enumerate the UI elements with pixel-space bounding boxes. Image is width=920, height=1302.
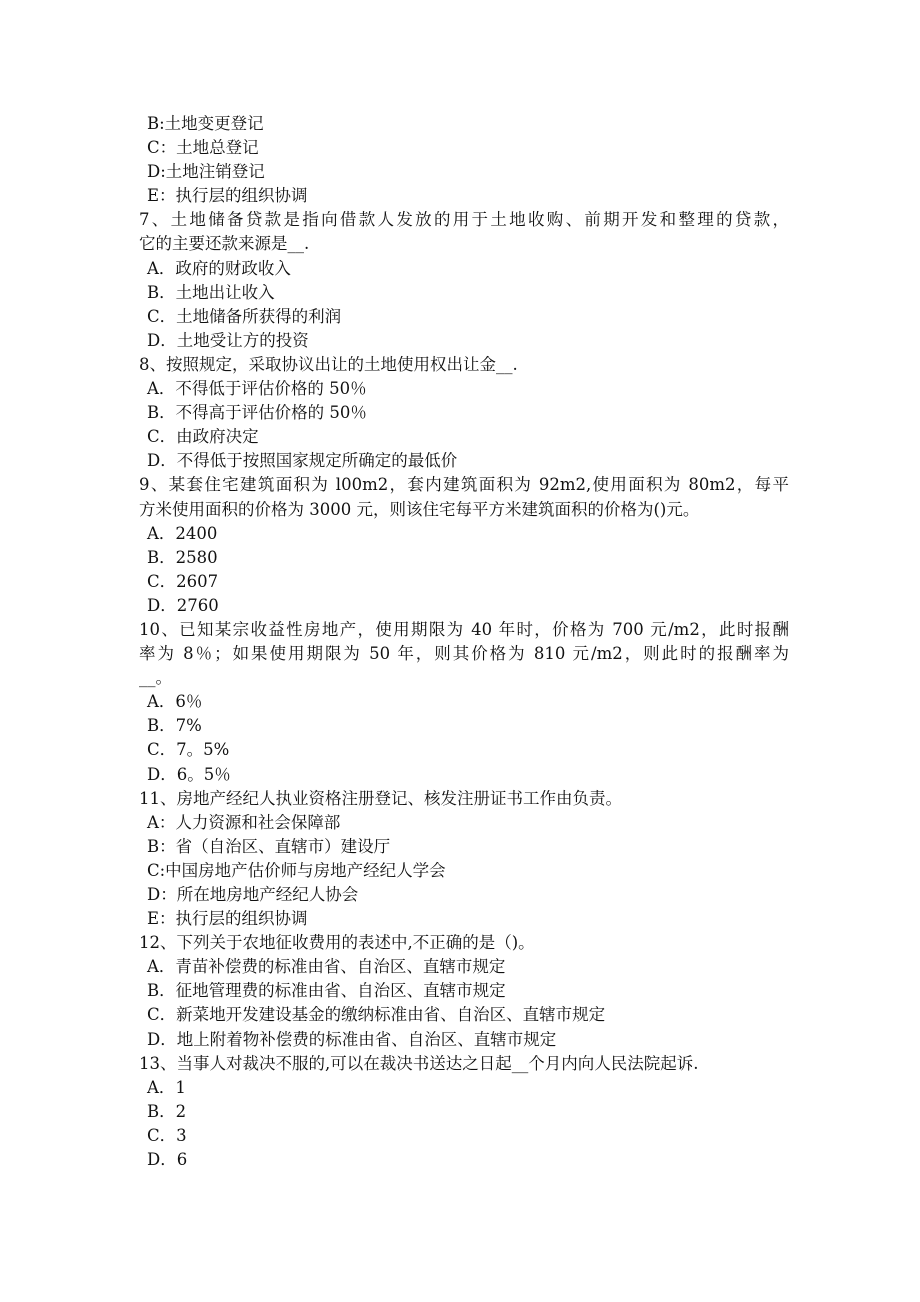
answer-option-line: B:土地变更登记: [147, 114, 264, 133]
answer-option-line: D．地上附着物补偿费的标准由省、自治区、直辖市规定: [147, 1029, 557, 1049]
answer-option-line: E：执行层的组织协调: [147, 909, 308, 929]
answer-option-line: D．不得低于按照国家规定所确定的最低价: [147, 451, 458, 471]
question-text-line: 率为 8％；如果使用期限为 50 年，则其价格为 810 元/m2，则此时的报酬率为: [139, 644, 789, 664]
question-text-line: 方米使用面积的价格为 3000 元，则该住宅每平方米建筑面积的价格为()元。: [139, 499, 700, 519]
question-text-line: 7、土地储备贷款是指向借款人发放的用于土地收购、前期开发和整理的贷款，: [139, 210, 789, 230]
answer-option-line: C．7。5%: [147, 740, 230, 760]
answer-option-line: C:中国房地产估价师与房地产经纪人学会: [147, 860, 446, 880]
answer-option-line: C：土地总登记: [147, 138, 259, 158]
answer-option-line: B．土地出让收入: [147, 282, 275, 302]
answer-option-line: C．由政府决定: [147, 427, 259, 447]
answer-option-line: B．2: [147, 1101, 187, 1121]
answer-option-line: D．土地受让方的投资: [147, 330, 309, 350]
answer-option-line: C．3: [147, 1125, 187, 1145]
answer-option-line: B：省（自治区、直辖市）建设厅: [147, 836, 391, 856]
answer-option-line: D．6。5％: [147, 764, 231, 784]
answer-option-line: A．青苗补偿费的标准由省、自治区、直辖市规定: [147, 957, 506, 977]
answer-option-line: B．7%: [147, 716, 202, 736]
answer-option-line: A．2400: [147, 523, 218, 543]
answer-option-line: E：执行层的组织协调: [147, 186, 308, 206]
answer-option-line: A：人力资源和社会保障部: [147, 812, 341, 832]
answer-option-line: C．新菜地开发建设基金的缴纳标准由省、自治区、直辖市规定: [147, 1005, 606, 1025]
answer-option-line: A．6％: [147, 692, 203, 712]
question-text-line: __。: [139, 668, 172, 688]
question-text-line: 9、某套住宅建筑面积为 l00m2，套内建筑面积为 92m2,使用面积为 80m2，每平: [139, 475, 789, 495]
answer-option-line: B．不得高于评估价格的 50％: [147, 403, 367, 423]
answer-option-line: D．6: [147, 1150, 188, 1170]
answer-option-line: A．政府的财政收入: [147, 258, 291, 278]
question-text-line: 13、当事人对裁决不服的,可以在裁决书送达之日起__个月内向人民法院起诉.: [139, 1053, 699, 1073]
answer-option-line: B．征地管理费的标准由省、自治区、直辖市规定: [147, 981, 506, 1001]
question-text-line: 12、下列关于农地征收费用的表述中,不正确的是（)。: [139, 933, 535, 953]
answer-option-line: D：所在地房地产经纪人协会: [147, 885, 359, 904]
answer-option-line: A．不得低于评估价格的 50％: [147, 379, 367, 399]
answer-option-line: D:土地注销登记: [147, 162, 265, 182]
answer-option-line: D．2760: [147, 595, 219, 615]
question-text-line: 8、按照规定，采取协议出让的土地使用权出让金__.: [139, 354, 518, 374]
answer-option-line: C．2607: [147, 571, 219, 591]
question-text-line: 10、已知某宗收益性房地产，使用期限为 40 年时，价格为 700 元/m2，此时报酬: [139, 619, 789, 639]
question-text-line: 它的主要还款来源是__.: [139, 234, 310, 254]
question-text-line: 11、房地产经纪人执业资格注册登记、核发注册证书工作由负责。: [139, 788, 622, 808]
answer-option-line: C．土地储备所获得的利润: [147, 306, 342, 326]
exam-text-body: [139, 112, 789, 1172]
answer-option-line: A．1: [147, 1077, 186, 1097]
answer-option-line: B．2580: [147, 547, 218, 567]
